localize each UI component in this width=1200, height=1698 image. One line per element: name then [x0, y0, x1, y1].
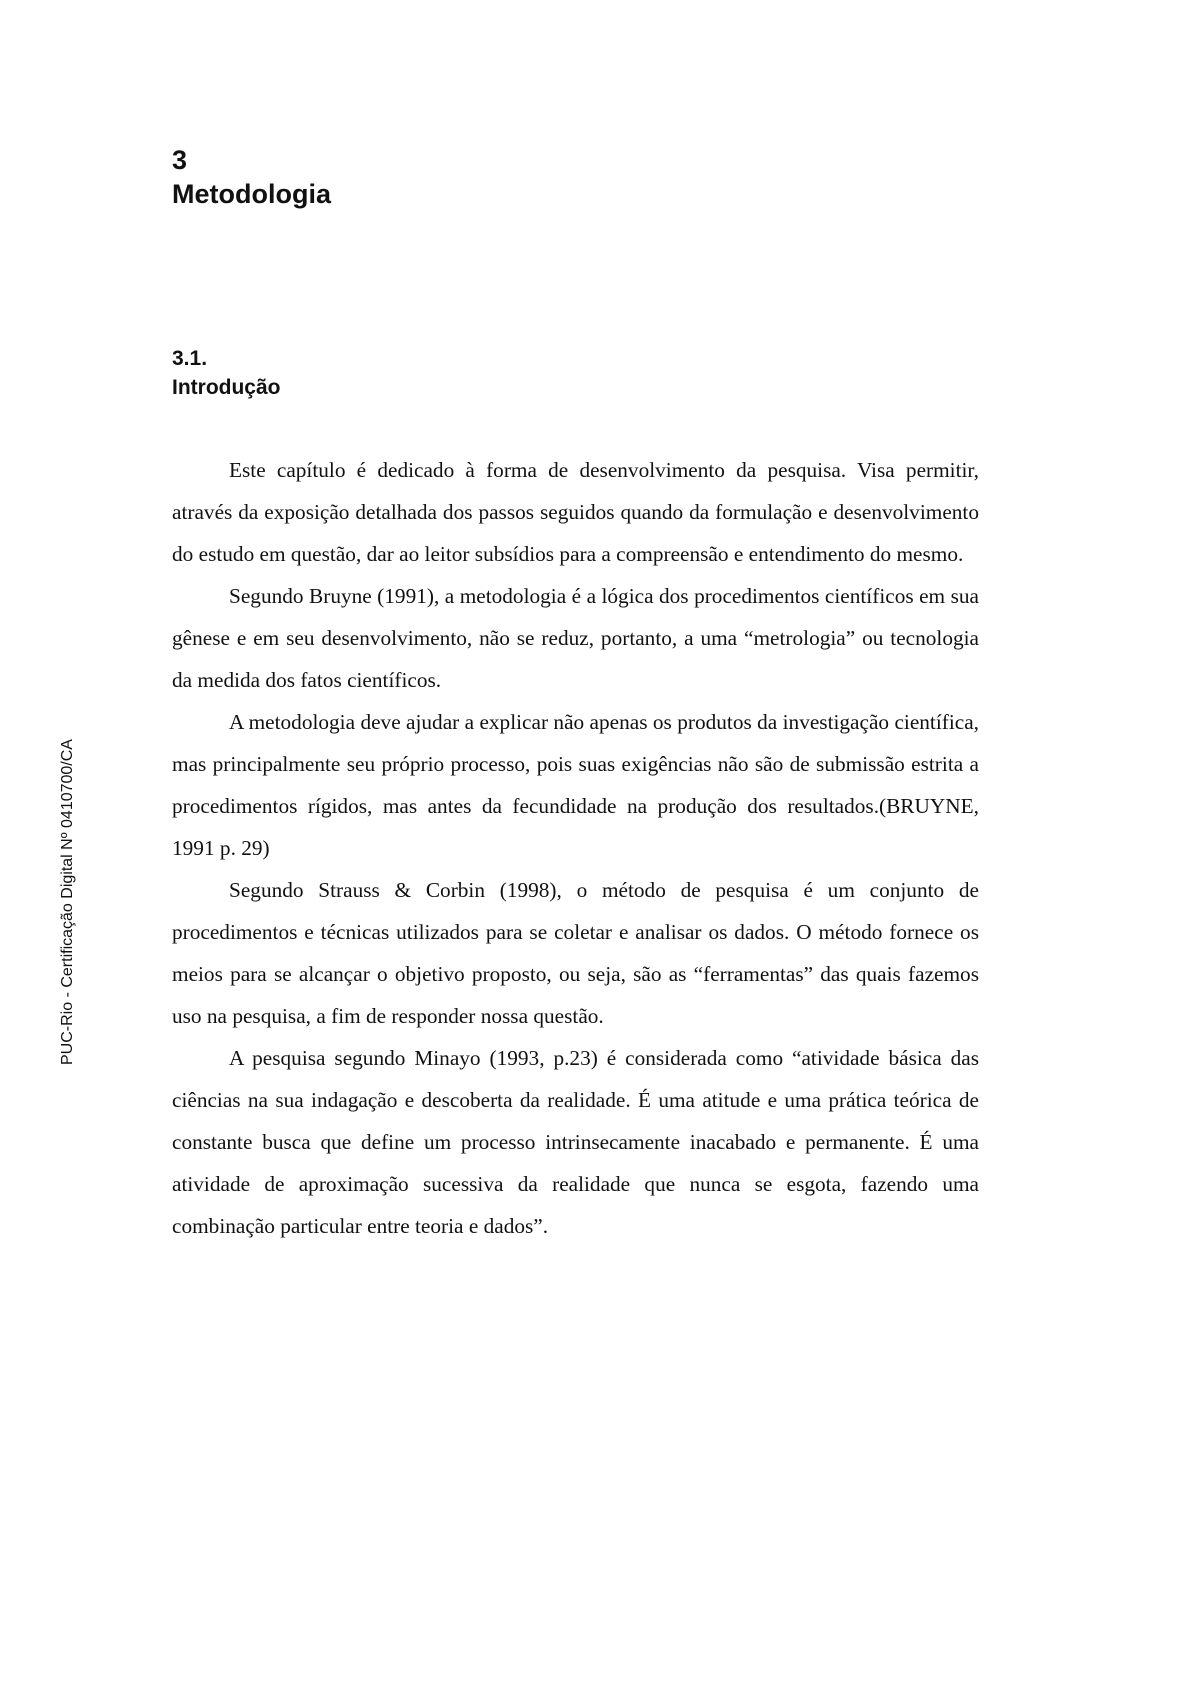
paragraph: Segundo Bruyne (1991), a metodologia é a lógica dos procedimentos científicos em sua gênese e em seu desenvolvimento, não se reduz, portanto, a uma “metrologia” ou tecnologia da medida dos fatos científicos. — [172, 584, 979, 692]
certification-watermark: PUC-Rio - Certificação Digital Nº 0410700/CA — [59, 739, 76, 1065]
section-heading — [172, 344, 281, 402]
paragraph: Este capítulo é dedicado à forma de desenvolvimento da pesquisa. Visa permitir, através da exposição detalhada dos passos seguidos quando da formulação e desenvolvimento do estudo em questão, dar ao leitor subsídios para a compreensão e entendimento do mesmo. — [172, 458, 979, 566]
section-number: 3.1. — [172, 347, 208, 370]
chapter-number: 3 — [172, 145, 188, 175]
paragraph: A metodologia deve ajudar a explicar não apenas os produtos da investigação científica, mas principalmente seu próprio processo, pois suas exigências não são de submissão estrita a procedimentos rígidos, mas antes da fecundidade na produção dos resultados.(BRUYNE, 1991 p. 29) — [172, 710, 979, 860]
section-title: Introdução — [172, 376, 281, 399]
paragraph: A pesquisa segundo Minayo (1993, p.23) é considerada como “atividade básica das ciências na sua indagação e descoberta da realidade. É uma atitude e uma prática teórica de constante busca que define um processo intrinsecamente inacabado e permanente. É uma atividade de aproximação sucessiva da realidade que nunca se esgota, fazendo uma combinação particular entre teoria e dados”. — [172, 1046, 979, 1238]
body-text — [172, 449, 979, 1247]
paragraph: Segundo Strauss & Corbin (1998), o método de pesquisa é um conjunto de procedimentos e técnicas utilizados para se coletar e analisar os dados. O método fornece os meios para se alcançar o objetivo proposto, ou seja, são as “ferramentas” das quais fazemos uso na pesquisa, a fim de responder nossa questão. — [172, 878, 979, 1028]
chapter-title: Metodologia — [172, 179, 331, 209]
chapter-heading — [172, 143, 331, 211]
